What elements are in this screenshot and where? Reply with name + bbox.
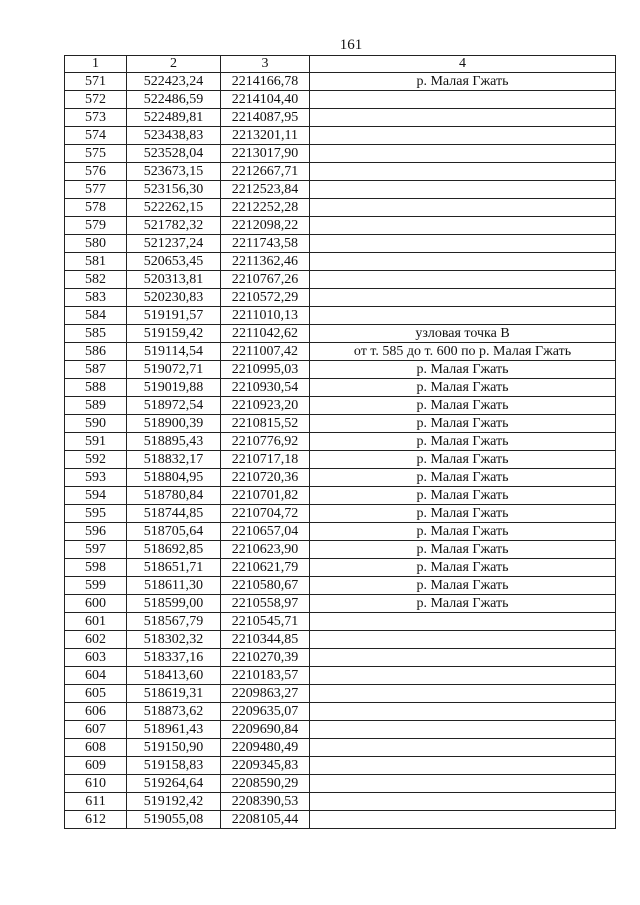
table-row [65,253,616,271]
point-number-cell: 605 [65,685,127,703]
description-cell [310,145,616,163]
table-row [65,109,616,127]
x-coordinate-cell: 518651,71 [127,559,221,577]
description-cell: р. Малая Гжать [310,541,616,559]
description-cell [310,775,616,793]
description-cell [310,271,616,289]
y-coordinate-cell: 2210995,03 [221,361,310,379]
point-number-cell: 584 [65,307,127,325]
y-coordinate-cell: 2212523,84 [221,181,310,199]
y-coordinate-cell: 2212667,71 [221,163,310,181]
description-cell [310,757,616,775]
description-cell [310,739,616,757]
point-number-cell: 579 [65,217,127,235]
table-row [65,469,616,487]
x-coordinate-cell: 519150,90 [127,739,221,757]
description-cell: р. Малая Гжать [310,451,616,469]
table-row [65,775,616,793]
x-coordinate-cell: 518780,84 [127,487,221,505]
x-coordinate-cell: 519114,54 [127,343,221,361]
table-row [65,271,616,289]
point-number-cell: 591 [65,433,127,451]
point-number-cell: 602 [65,631,127,649]
point-number-cell: 571 [65,73,127,91]
y-coordinate-cell: 2210657,04 [221,523,310,541]
point-number-cell: 595 [65,505,127,523]
table-row [65,91,616,109]
table-row [65,613,616,631]
y-coordinate-cell: 2210545,71 [221,613,310,631]
y-coordinate-cell: 2209345,83 [221,757,310,775]
table-row [65,127,616,145]
description-cell [310,163,616,181]
x-coordinate-cell: 522262,15 [127,199,221,217]
description-cell [310,307,616,325]
y-coordinate-cell: 2210720,36 [221,469,310,487]
column-header: 3 [221,56,310,73]
x-coordinate-cell: 518873,62 [127,703,221,721]
description-cell: р. Малая Гжать [310,559,616,577]
table-row [65,397,616,415]
point-number-cell: 612 [65,811,127,829]
point-number-cell: 599 [65,577,127,595]
table-row [65,73,616,91]
x-coordinate-cell: 518692,85 [127,541,221,559]
description-cell: р. Малая Гжать [310,595,616,613]
coordinates-table [64,55,616,829]
point-number-cell: 587 [65,361,127,379]
point-number-cell: 573 [65,109,127,127]
x-coordinate-cell: 522489,81 [127,109,221,127]
table-row [65,235,616,253]
point-number-cell: 606 [65,703,127,721]
table-row [65,541,616,559]
y-coordinate-cell: 2212252,28 [221,199,310,217]
description-cell [310,667,616,685]
point-number-cell: 577 [65,181,127,199]
point-number-cell: 578 [65,199,127,217]
table-row [65,577,616,595]
point-number-cell: 593 [65,469,127,487]
point-number-cell: 574 [65,127,127,145]
y-coordinate-cell: 2211007,42 [221,343,310,361]
x-coordinate-cell: 520313,81 [127,271,221,289]
x-coordinate-cell: 519055,08 [127,811,221,829]
x-coordinate-cell: 522486,59 [127,91,221,109]
point-number-cell: 608 [65,739,127,757]
y-coordinate-cell: 2210815,52 [221,415,310,433]
description-cell [310,181,616,199]
point-number-cell: 575 [65,145,127,163]
y-coordinate-cell: 2210344,85 [221,631,310,649]
point-number-cell: 572 [65,91,127,109]
table-row [65,667,616,685]
page-number: 161 [339,37,363,53]
point-number-cell: 589 [65,397,127,415]
column-header: 2 [127,56,221,73]
x-coordinate-cell: 519072,71 [127,361,221,379]
table-body [65,73,616,829]
point-number-cell: 576 [65,163,127,181]
x-coordinate-cell: 519019,88 [127,379,221,397]
description-cell [310,811,616,829]
y-coordinate-cell: 2211042,62 [221,325,310,343]
x-coordinate-cell: 518895,43 [127,433,221,451]
y-coordinate-cell: 2210621,79 [221,559,310,577]
x-coordinate-cell: 523528,04 [127,145,221,163]
point-number-cell: 600 [65,595,127,613]
table-row [65,361,616,379]
point-number-cell: 592 [65,451,127,469]
point-number-cell: 594 [65,487,127,505]
point-number-cell: 588 [65,379,127,397]
description-cell: узловая точка В [310,325,616,343]
x-coordinate-cell: 518619,31 [127,685,221,703]
x-coordinate-cell: 518302,32 [127,631,221,649]
point-number-cell: 582 [65,271,127,289]
y-coordinate-cell: 2208590,29 [221,775,310,793]
y-coordinate-cell: 2212098,22 [221,217,310,235]
table-row [65,703,616,721]
x-coordinate-cell: 518900,39 [127,415,221,433]
table-row [65,631,616,649]
table-row [65,487,616,505]
x-coordinate-cell: 519159,42 [127,325,221,343]
description-cell [310,631,616,649]
x-coordinate-cell: 523156,30 [127,181,221,199]
y-coordinate-cell: 2214166,78 [221,73,310,91]
description-cell: р. Малая Гжать [310,505,616,523]
y-coordinate-cell: 2210930,54 [221,379,310,397]
description-cell [310,127,616,145]
description-cell: р. Малая Гжать [310,577,616,595]
table-row [65,163,616,181]
description-cell [310,685,616,703]
description-cell: р. Малая Гжать [310,361,616,379]
y-coordinate-cell: 2210701,82 [221,487,310,505]
x-coordinate-cell: 518413,60 [127,667,221,685]
description-cell [310,235,616,253]
description-cell [310,793,616,811]
y-coordinate-cell: 2213201,11 [221,127,310,145]
y-coordinate-cell: 2210270,39 [221,649,310,667]
x-coordinate-cell: 520653,45 [127,253,221,271]
point-number-cell: 603 [65,649,127,667]
x-coordinate-cell: 518599,00 [127,595,221,613]
description-cell: р. Малая Гжать [310,397,616,415]
description-cell [310,649,616,667]
y-coordinate-cell: 2213017,90 [221,145,310,163]
point-number-cell: 597 [65,541,127,559]
table-row [65,289,616,307]
y-coordinate-cell: 2210183,57 [221,667,310,685]
description-cell: р. Малая Гжать [310,379,616,397]
table-row [65,307,616,325]
table-row [65,415,616,433]
point-number-cell: 604 [65,667,127,685]
x-coordinate-cell: 519264,64 [127,775,221,793]
table-row [65,433,616,451]
description-cell: р. Малая Гжать [310,73,616,91]
x-coordinate-cell: 522423,24 [127,73,221,91]
header-row [65,56,616,73]
table-row [65,199,616,217]
x-coordinate-cell: 518611,30 [127,577,221,595]
description-cell [310,109,616,127]
x-coordinate-cell: 518832,17 [127,451,221,469]
table-row [65,811,616,829]
y-coordinate-cell: 2211362,46 [221,253,310,271]
y-coordinate-cell: 2209863,27 [221,685,310,703]
x-coordinate-cell: 518567,79 [127,613,221,631]
table-row [65,181,616,199]
point-number-cell: 580 [65,235,127,253]
y-coordinate-cell: 2210717,18 [221,451,310,469]
y-coordinate-cell: 2210776,92 [221,433,310,451]
column-header: 1 [65,56,127,73]
y-coordinate-cell: 2209480,49 [221,739,310,757]
x-coordinate-cell: 523673,15 [127,163,221,181]
point-number-cell: 585 [65,325,127,343]
y-coordinate-cell: 2210558,97 [221,595,310,613]
y-coordinate-cell: 2209635,07 [221,703,310,721]
y-coordinate-cell: 2214087,95 [221,109,310,127]
table-row [65,343,616,361]
table-row [65,451,616,469]
description-cell [310,703,616,721]
y-coordinate-cell: 2210704,72 [221,505,310,523]
x-coordinate-cell: 518972,54 [127,397,221,415]
x-coordinate-cell: 521782,32 [127,217,221,235]
description-cell: р. Малая Гжать [310,433,616,451]
description-cell: р. Малая Гжать [310,469,616,487]
x-coordinate-cell: 518705,64 [127,523,221,541]
table-row [65,145,616,163]
y-coordinate-cell: 2208390,53 [221,793,310,811]
point-number-cell: 609 [65,757,127,775]
description-cell [310,613,616,631]
description-cell [310,253,616,271]
table-row [65,595,616,613]
y-coordinate-cell: 2209690,84 [221,721,310,739]
table-row [65,649,616,667]
x-coordinate-cell: 518804,95 [127,469,221,487]
y-coordinate-cell: 2210767,26 [221,271,310,289]
column-header: 4 [310,56,616,73]
x-coordinate-cell: 523438,83 [127,127,221,145]
table-row [65,379,616,397]
y-coordinate-cell: 2208105,44 [221,811,310,829]
table-row [65,325,616,343]
x-coordinate-cell: 518744,85 [127,505,221,523]
description-cell [310,289,616,307]
table-row [65,793,616,811]
y-coordinate-cell: 2211010,13 [221,307,310,325]
point-number-cell: 611 [65,793,127,811]
point-number-cell: 610 [65,775,127,793]
point-number-cell: 607 [65,721,127,739]
x-coordinate-cell: 519158,83 [127,757,221,775]
point-number-cell: 596 [65,523,127,541]
table-row [65,721,616,739]
description-cell [310,91,616,109]
point-number-cell: 586 [65,343,127,361]
point-number-cell: 590 [65,415,127,433]
x-coordinate-cell: 521237,24 [127,235,221,253]
x-coordinate-cell: 519192,42 [127,793,221,811]
x-coordinate-cell: 519191,57 [127,307,221,325]
point-number-cell: 581 [65,253,127,271]
description-cell: р. Малая Гжать [310,415,616,433]
x-coordinate-cell: 518961,43 [127,721,221,739]
description-cell: р. Малая Гжать [310,523,616,541]
y-coordinate-cell: 2210580,67 [221,577,310,595]
table-row [65,685,616,703]
table-row [65,217,616,235]
point-number-cell: 598 [65,559,127,577]
y-coordinate-cell: 2210572,29 [221,289,310,307]
x-coordinate-cell: 518337,16 [127,649,221,667]
point-number-cell: 583 [65,289,127,307]
y-coordinate-cell: 2214104,40 [221,91,310,109]
y-coordinate-cell: 2211743,58 [221,235,310,253]
x-coordinate-cell: 520230,83 [127,289,221,307]
y-coordinate-cell: 2210623,90 [221,541,310,559]
description-cell: от т. 585 до т. 600 по р. Малая Гжать [310,343,616,361]
y-coordinate-cell: 2210923,20 [221,397,310,415]
description-cell: р. Малая Гжать [310,487,616,505]
table-row [65,523,616,541]
table-row [65,559,616,577]
description-cell [310,199,616,217]
description-cell [310,217,616,235]
table-row [65,757,616,775]
description-cell [310,721,616,739]
table-row [65,739,616,757]
table-row [65,505,616,523]
point-number-cell: 601 [65,613,127,631]
